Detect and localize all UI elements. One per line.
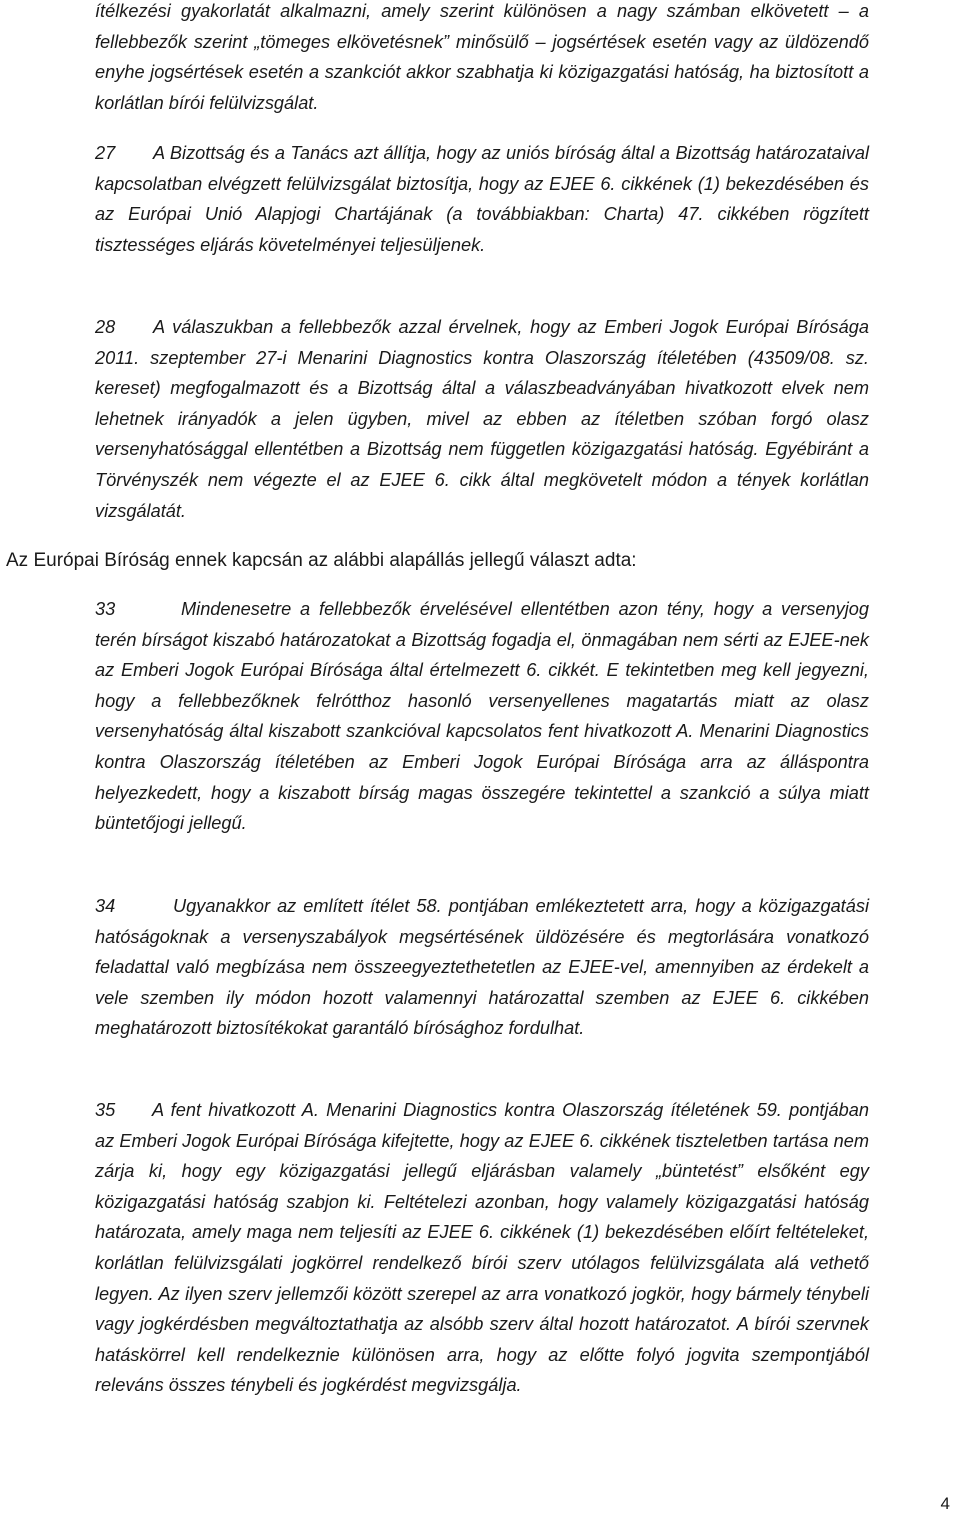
paragraph-27	[95, 138, 869, 260]
paragraph-text: A Bizottság és a Tanács azt állítja, hogy az uniós bíróság által a Bizottság határozataival kapcsolatban elvégzett felülvizsgálat biztosítja, hogy az EJEE 6. cikkének (1) bekezdésében és az Európai Unió Alapjogi Chartájának (a továbbiakban: Charta) 47. cikkében rögzített tisztességes eljárás követelményei teljesüljenek.	[95, 143, 869, 255]
paragraph-text: A fent hivatkozott A. Menarini Diagnostics kontra Olaszország ítéletének 59. pontjában az Emberi Jogok Európai Bírósága kifejtette, hogy az EJEE 6. cikkének tiszteletben tartása nem zárja ki, hogy egy közigazgatási jellegű eljárásban valamely „büntetést” elsőként egy közigazgatási hatóság szabjon ki. Feltételezi azonban, hogy valamely közigazgatási hatóság határozata, amely maga nem teljesíti az EJEE 6. cikkének (1) bekezdésében előírt feltételeket, korlátlan felülvizsgálati jogkörrel rendelkező bírói szerv utólagos felülvizsgálata alá vethető legyen. Az ilyen szerv jellemzői között szerepel az arra vonatkozó jogkör, hogy bármely ténybeli vagy jogkérdésben megváltoztathatja az alsóbb szerv által hozott határozatot. A bírói szervnek hatáskörrel kell rendelkeznie különösen arra, hogy az előtte folyó jogvita szempontjából releváns összes ténybeli és jogkérdést megvizsgálja.	[95, 1100, 869, 1396]
paragraph-33	[95, 594, 869, 839]
paragraph-number: 34	[95, 896, 116, 916]
paragraph-34	[95, 891, 869, 1044]
paragraph-number: 28	[95, 317, 116, 337]
intro-sentence: Az Európai Bíróság ennek kapcsán az alábbi alapállás jellegű választ adta:	[6, 550, 637, 571]
paragraph-text: Mindenesetre a fellebbezők érvelésével ellentétben azon tény, hogy a versenyjog terén bírságot kiszabó határozatokat a Bizottság fogadja el, önmagában nem sérti az EJEE-nek az Emberi Jogok Európai Bírósága által értelmezett 6. cikkét. E tekintetben meg kell jegyezni, hogy a fellebbezőknek felrótthoz hasonló versenyellenes magatartás miatt az olasz versenyhatóság által kiszabott szankcióval kapcsolatos fent hivatkozott A. Menarini Diagnostics kontra Olaszország ítéletében az Emberi Jogok Európai Bírósága arra az álláspontra helyezkedett, hogy a kiszabott bírság magas összegére tekintettel a szankció a súlya miatt büntetőjogi jellegű.	[95, 599, 869, 834]
paragraph-number: 33	[95, 599, 116, 619]
top-paragraph: ítélkezési gyakorlatát alkalmazni, amely szerint különösen a nagy számban elkövetett – a fellebbezők szerint „tömeges elkövetésnek” minősülő – jogsértések esetén vagy az üldözendő enyhe jogsértések esetén a szankciót akkor szabhatja ki közigazgatási hatóság, ha biztosított a korlátlan bírói felülvizsgálat.	[95, 1, 869, 113]
paragraph-text: Ugyanakkor az említett ítélet 58. pontjában emlékeztetett arra, hogy a közigazgatási hatóságoknak a versenyszabályok megsértésének üldözésére és megtorlására vonatkozó feladattal való megbízása nem összeegyeztethetetlen az EJEE-vel, amennyiben az érdekelt a vele szemben ily módon hozott valamennyi határozattal szemben az EJEE 6. cikkében meghatározott biztosítékokat garantáló bírósághoz fordulhat.	[95, 896, 869, 1039]
paragraph-35	[95, 1095, 869, 1401]
paragraph-number: 35	[95, 1100, 116, 1120]
page-number: 4	[940, 1494, 950, 1513]
paragraph-text: A válaszukban a fellebbezők azzal érvelnek, hogy az Emberi Jogok Európai Bírósága 2011. szeptember 27-i Menarini Diagnostics kontra Olaszország ítéletében (43509/08. sz. kereset) megfogalmazott és a Bizottság által a válaszbeadványában hivatkozott elvek nem lehetnek irányadók a jelen ügyben, mivel az ebben az ítéletben szóban forgó olasz versenyhatósággal ellentétben a Bizottság nem független közigazgatási hatóság. Egyébiránt a Törvényszék nem végezte el az EJEE 6. cikk által megkövetelt módon a tények korlátlan vizsgálatát.	[95, 317, 869, 521]
paragraph-28	[95, 312, 869, 526]
paragraph-number: 27	[95, 143, 116, 163]
